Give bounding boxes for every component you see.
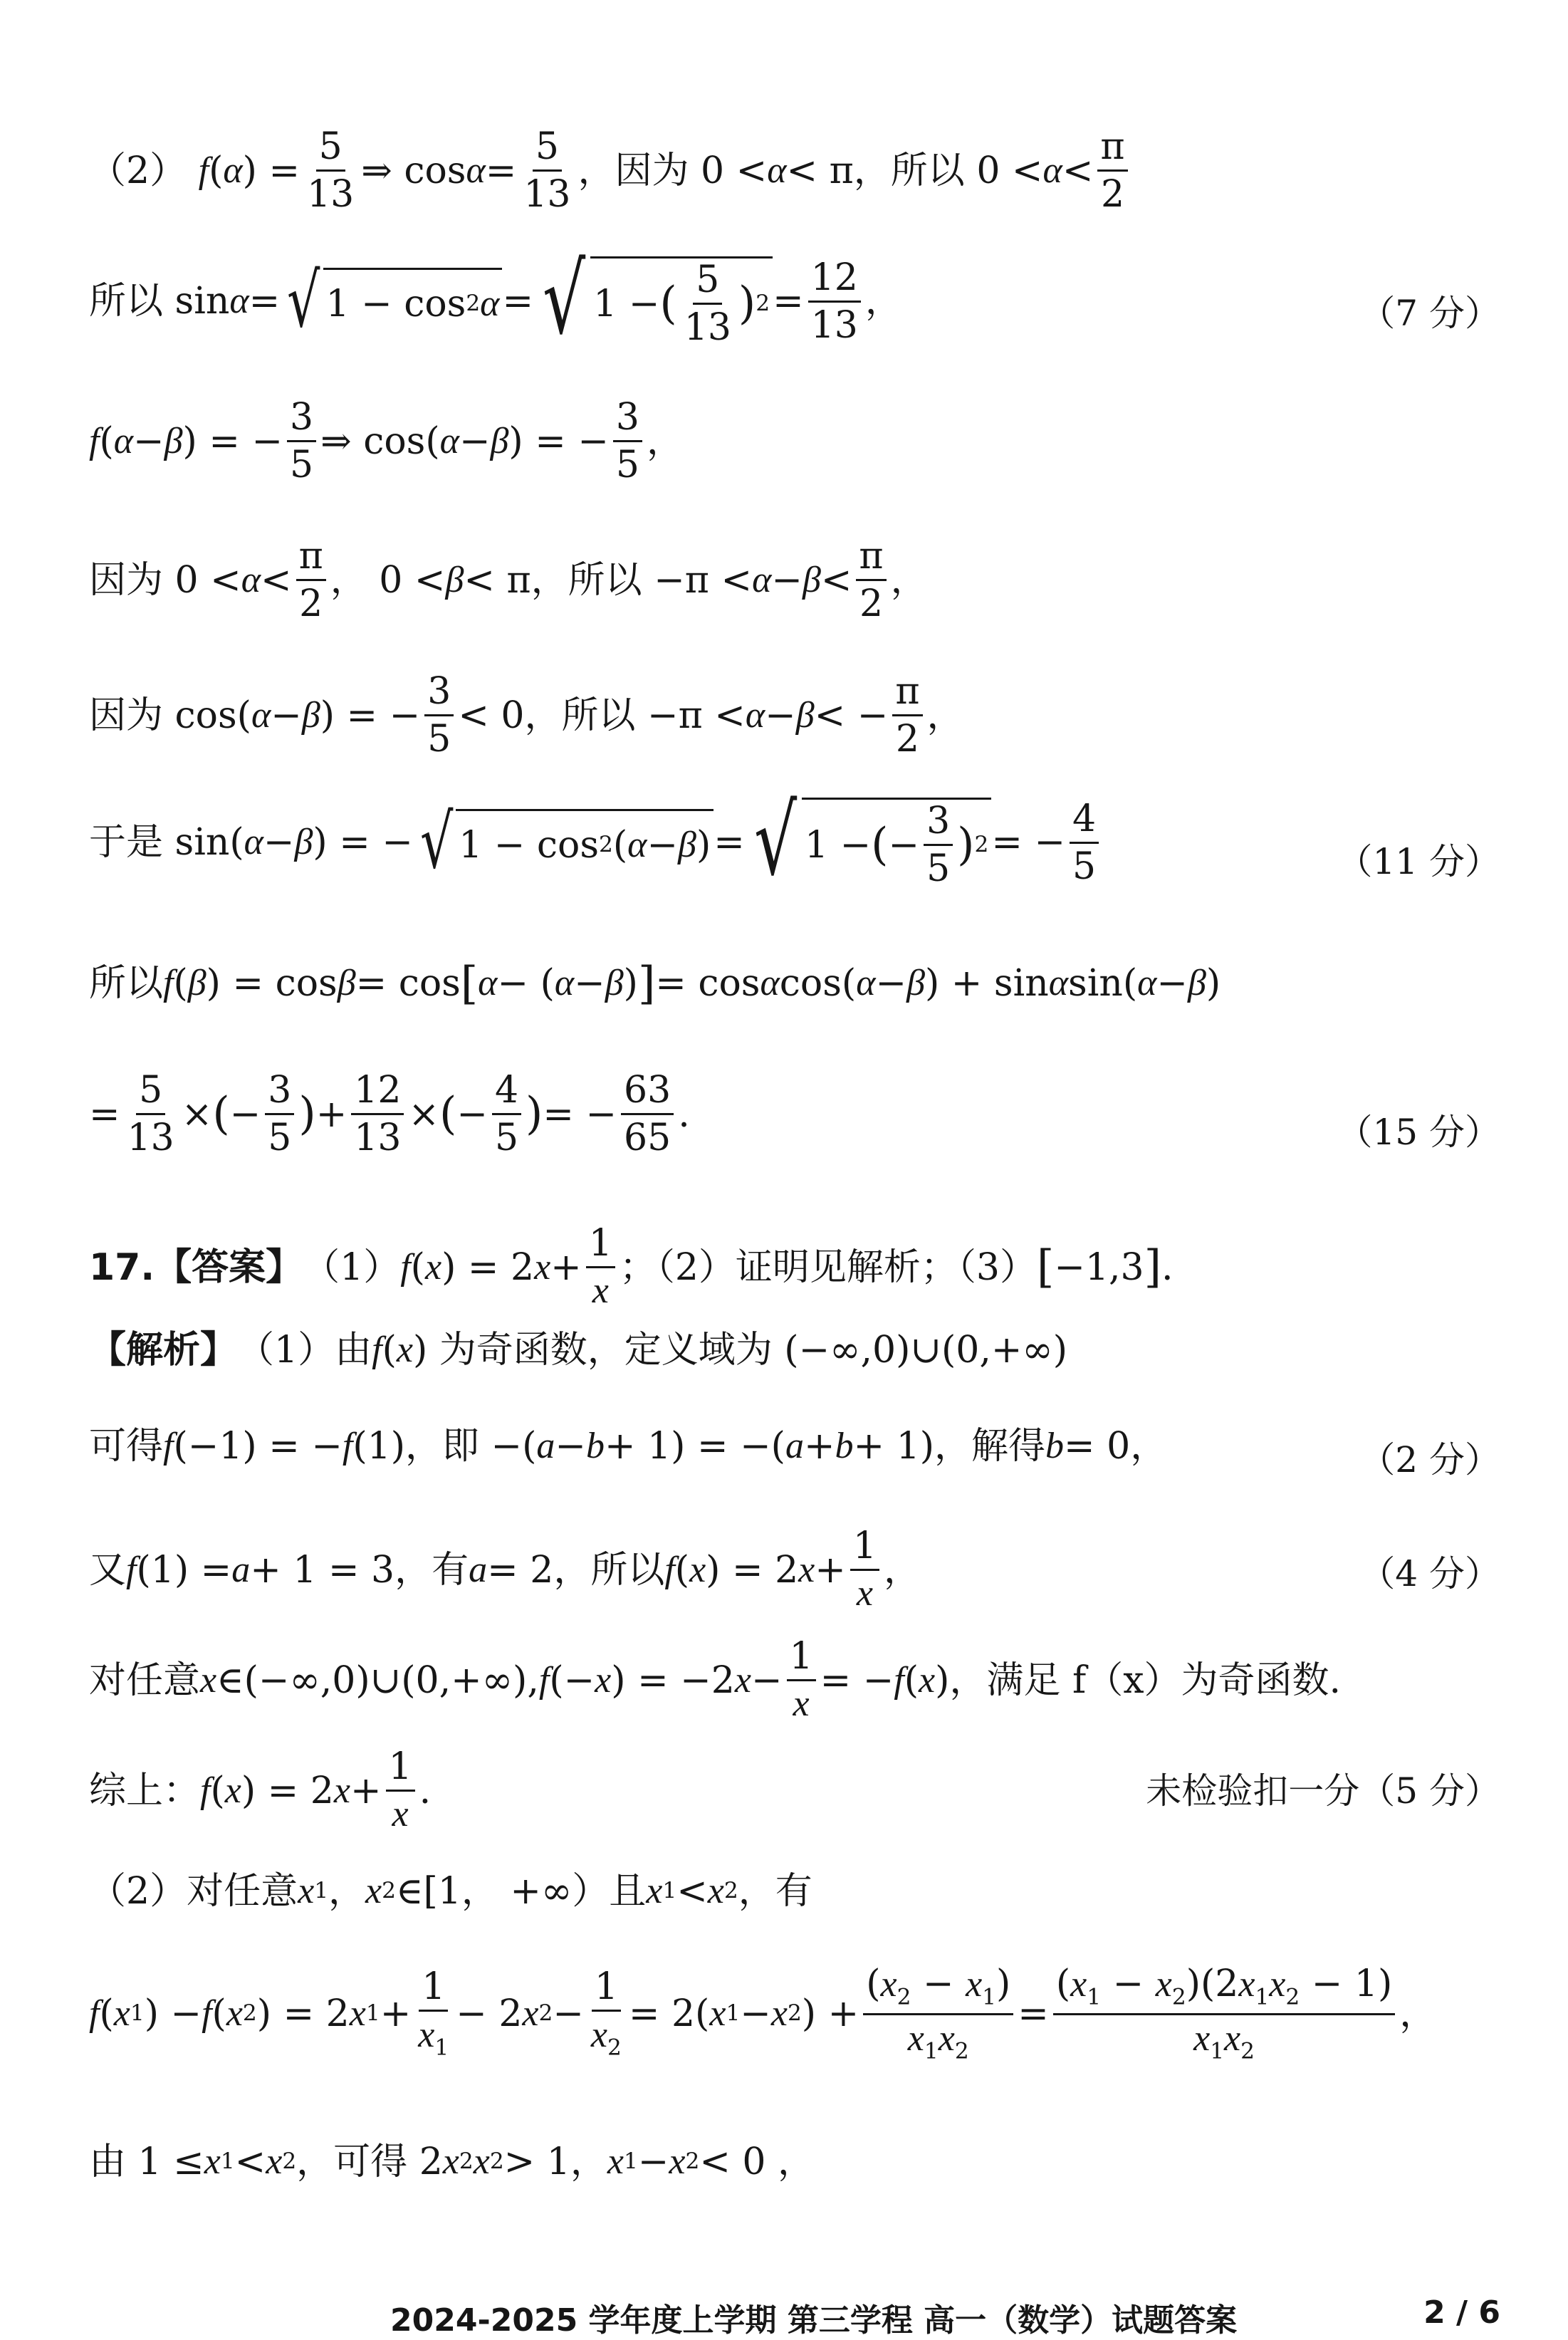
score-2: （2 分） <box>1359 1439 1500 1480</box>
score-15: （15 分） <box>1337 1112 1500 1153</box>
analysis-line-6: （2）对任意 x 1 ， x 2 ∈[1， +∞）且 x 1 < x 2 ，有 <box>89 1870 812 1913</box>
answer-line-2: 所以 sin α = √ 1 − cos 2 α = √ 1 − ( $\frac{5}{13}$ ) 2 = $\frac{12}{13}$ ， <box>89 244 902 355</box>
analysis-label: 【解析】 <box>89 1329 238 1372</box>
score-4: （4 分） <box>1359 1553 1500 1594</box>
answer-label: 17.【答案】 <box>89 1245 303 1289</box>
answer-line-6: 于是 sin( α − β ) = − √ 1 − cos 2 ( α − β ) = √ 1 − ( − $\frac{3}{5}$ ) 2 = − $\frac{4}{5}$ <box>89 798 1103 887</box>
answer-line-5: 因为 cos( α − β ) = − $\frac{3}{5}$ < 0，所以 −π < α − β < − $\frac{\pi}{2}$ ， <box>89 670 964 761</box>
analysis-line-2: 可得 f (−1) = − f (1)，即 −( a − b + 1) = −( a + b + 1)，解得 b = 0， <box>89 1425 1168 1468</box>
footer-title: 2024-2025 学年度上学期 第三学程 高一（数学）试题答案 <box>390 2302 1238 2339</box>
analysis-line-7: f ( x 1 ) − f ( x 2 ) = 2 x 1 + $\frac{1}{x_1}$ − 2 x 2 − $\frac{1}{x_2}$ = 2( x 1 − x 2 ) + $\frac{(x_2 - x_1)}{x_1x_2}$ = $\frac{(x_1 - x_2)(2x_1x_2 - 1)}{x_1x_2}$ ， <box>89 1963 1437 2064</box>
analysis-line-8: 由 1 ≤ x 1 < x 2 ，可得 2 x 2 x 2 > 1， x 1 − x 2 < 0 ， <box>89 2141 815 2183</box>
score-7: （7 分） <box>1359 293 1500 334</box>
answer-line-7: 所以 f ( β ) = cos β = cos [ α − ( α − β ) ] = cos α cos( α − β ) + sin α sin( α − β ) <box>89 957 1221 1009</box>
page-number: 2 / 6 <box>1423 2294 1500 2331</box>
score-11: （11 分） <box>1337 841 1500 882</box>
analysis-line-5: 综上： f ( x ) = 2 x + $\frac{1}{x}$ . <box>89 1745 432 1834</box>
answer-line-1: （2） f ( α ) = $\frac{5}{13}$ ⇒ cos α = $\frac{5}{13}$ ，因为 0 < α < π，所以 0 < α < $\frac{\pi}{2}$ <box>89 128 1132 213</box>
part-label: （2） <box>89 149 187 192</box>
analysis-line-1: 【解析】 （1）由 f ( x ) 为奇函数，定义域为 (−∞,0)∪(0,+∞) <box>89 1329 1068 1372</box>
analysis-line-3: 又 f (1) = a + 1 = 3，有 a = 2，所以 f ( x ) = 2 x + $\frac{1}{x}$ ， <box>89 1525 921 1614</box>
score-5-note: 未检验扣一分（5 分） <box>1146 1770 1500 1812</box>
answer-line-8: = $\frac{5}{13}$ × ( − $\frac{3}{5}$ ) + $\frac{12}{13}$ × ( − $\frac{4}{5}$ ) = − $\frac{63}{65}$ . <box>89 1069 690 1159</box>
answer-line-17: 17.【答案】 （1） f ( x ) = 2 x + $\frac{1}{x}$ ；（2）证明见解析；（3） [ −1,3 ] . <box>89 1222 1174 1311</box>
answer-line-4: 因为 0 < α < $\frac{\pi}{2}$ ， 0 < β < π，所以 −π < α − β < $\frac{\pi}{2}$ ， <box>89 535 928 625</box>
analysis-line-4: 对任意 x ∈(−∞,0)∪(0,+∞), f (− x ) = −2 x − $\frac{1}{x}$ = − f ( x )，满足 f（x）为奇函数. <box>89 1635 1342 1724</box>
answer-line-3: f ( α − β ) = − $\frac{3}{5}$ ⇒ cos( α − β ) = − $\frac{3}{5}$ ， <box>89 396 684 486</box>
